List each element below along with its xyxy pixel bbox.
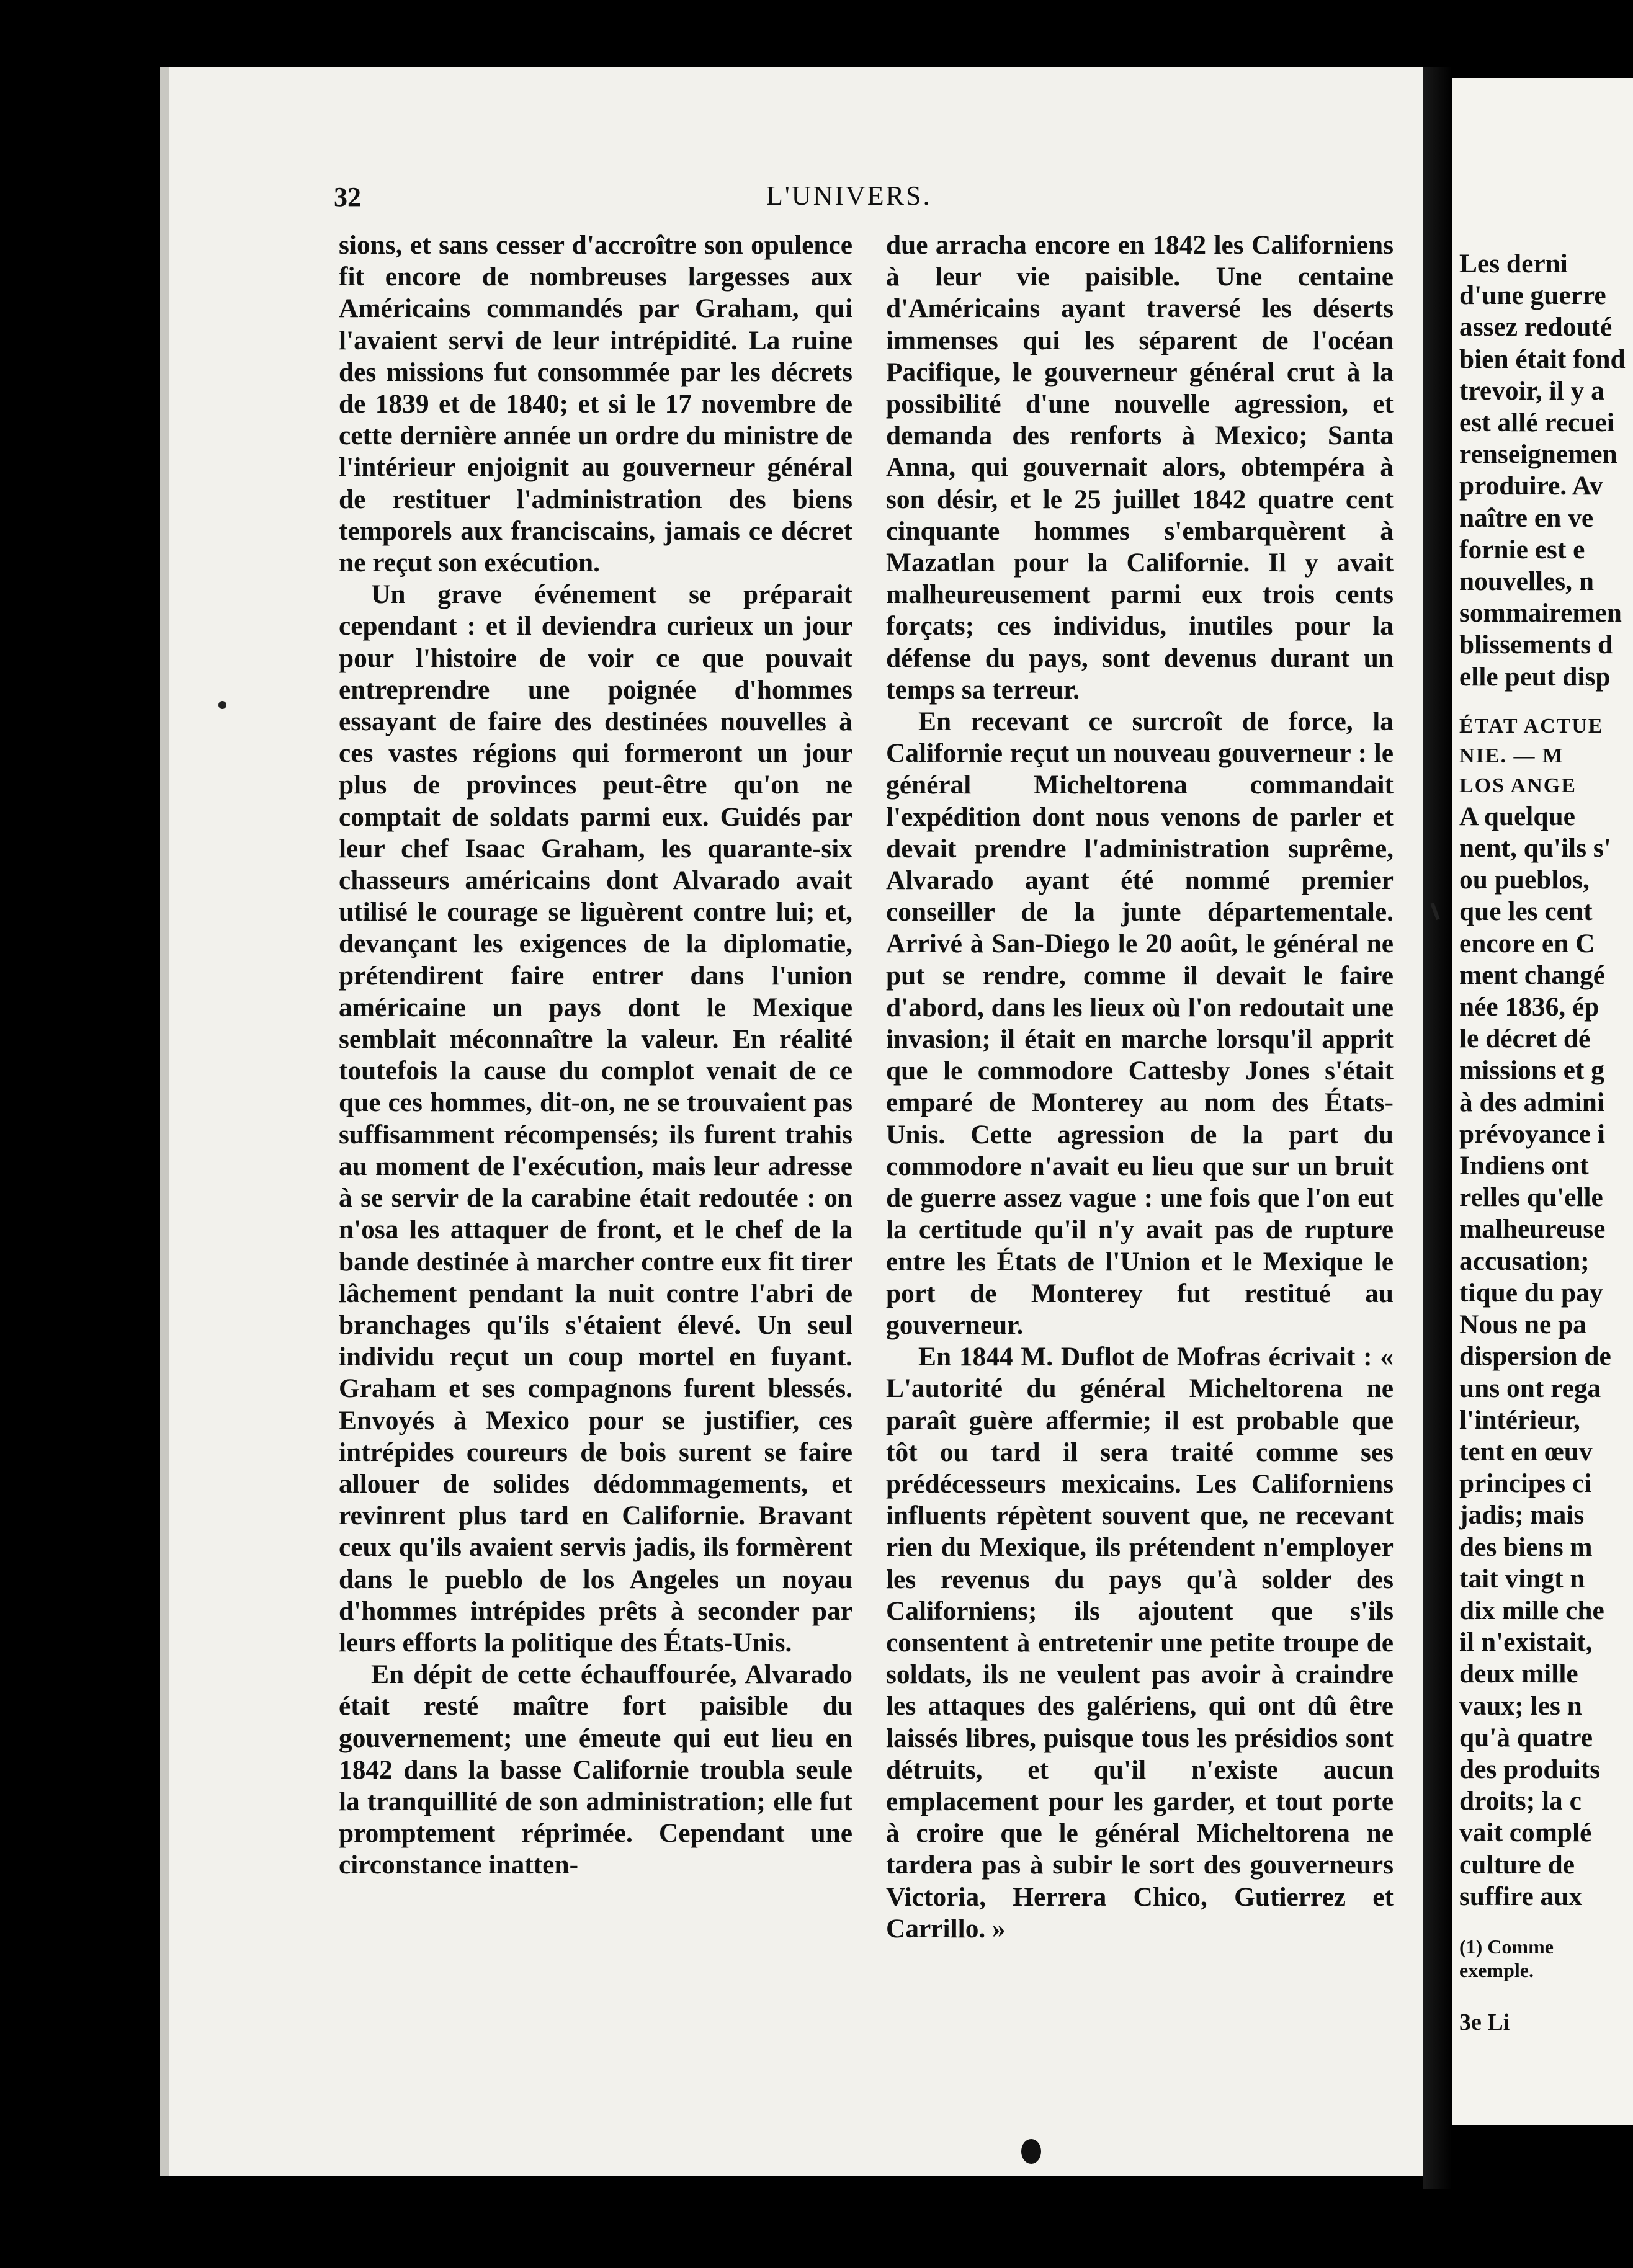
text-line: le décret dé	[1459, 1024, 1591, 1054]
middle-text-column	[886, 230, 1394, 1945]
text-line: assez redouté	[1459, 312, 1613, 342]
text-line: nent, qu'ils s'	[1459, 833, 1611, 864]
paragraph: En recevant ce surcroît de force, la Californie reçut un nouveau gouverneur : le général Micheltorena commandait l'expédition dont nous venons de parler et devait prendre l'administration suprême, Alvarado ayant été nommé premier conseiller de la junte départementale. Arrivé à San-Diego le 20 août, le général ne put se rendre, comme il devait le faire d'abord, dans les lieux où l'on redoutait une invasion; il était en marche lorsqu'il apprit que le commodore Cattesby Jones s'était emparé de Monterey au nom des États-Unis. Cette agression de la part du commodore n'avait eu lieu que sur un bruit de guerre assez vague : une fois que l'on eut la certitude qu'il n'y avait pas de rupture entre les États de l'Union et le Mexique le port de Monterey fut restitué au gouverneur.	[886, 707, 1394, 1340]
running-head: L'UNIVERS.	[766, 181, 932, 211]
text-line: A quelque	[1459, 801, 1575, 831]
text-line: droits; la c	[1459, 1786, 1582, 1816]
book-spine	[1423, 67, 1452, 2189]
paragraph: sions, et sans cesser d'accroître son opulence fit encore de nombreuses largesses aux Américains commandés par Graham, qui l'avaient servi de leur intrépidité. La ruine des missions fut consommée par les décrets de 1839 et de 1840; et si le 17 novembre de cette dernière année un ordre du ministre de l'intérieur enjoignit au gouverneur général de restituer l'administration des biens temporels aux franciscains, jamais ce décret ne reçut son exécution.	[339, 230, 852, 578]
text-line: jadis; mais	[1459, 1500, 1585, 1530]
text-line: vait complé	[1459, 1818, 1592, 1848]
margin-mark	[218, 701, 226, 709]
text-line: Nous ne pa	[1459, 1310, 1586, 1340]
text-line: fornie est e	[1459, 534, 1585, 565]
text-line: suffire aux	[1459, 1881, 1583, 1911]
text-line: d'une guerre	[1459, 280, 1606, 311]
text-line: ou pueblos,	[1459, 865, 1590, 895]
text-line: il n'existait,	[1459, 1627, 1593, 1658]
text-line: bien était fond	[1459, 344, 1626, 374]
paragraph: En dépit de cette échauffourée, Alvarado était resté maître fort paisible du gouvernement; une émeute qui eut lieu en 1842 dans la basse Californie troubla seule la tranquillité de son administration; elle fut promptement réprimée. Cependant une circonstance inatten-	[339, 1659, 852, 1880]
text-line: principes ci	[1459, 1468, 1592, 1499]
text-line: tait vingt n	[1459, 1563, 1585, 1594]
text-line: l'intérieur,	[1459, 1404, 1580, 1435]
text-line: dix mille che	[1459, 1595, 1604, 1625]
text-line: nouvelles, n	[1459, 566, 1594, 597]
text-line: vaux; les n	[1459, 1690, 1582, 1721]
footnote	[1459, 1935, 1633, 1982]
text-line: prévoyance i	[1459, 1118, 1605, 1149]
text-line: relles qu'elle	[1459, 1182, 1603, 1213]
ink-spot	[1021, 2139, 1041, 2164]
paragraph: Un grave événement se préparait cependant : et il deviendra curieux un jour pour l'histoire de voir ce que pouvait entreprendre une poignée d'hommes essayant de faire des destinées nouvelles à ces vastes régions qui formeront un jour plus de provinces peut-être qu'on ne comptait de soldats parmi eux. Guidés par leur chef Isaac Graham, les quarante-six chasseurs américains dont Alvarado avait utilisé le courage se liguèrent contre lui; et, devançant les exigences de la diplomatie, prétendirent faire entrer dans l'union américaine un pays dont le Mexique semblait méconnaître la valeur. En réalité toutefois la cause du complot venait de ce que ces hommes, dit-on, ne se trouvaient pas suffisamment récompensés; ils furent trahis au moment de l'exécution, mais leur adresse à se servir de la carabine était redoutée : on n'osa les attaquer de front, et le chef de la bande destinée à marcher contre eux fit tirer lâchement pendant la nuit contre l'abri de branchages qu'ils s'étaient élevé. Un seul individu reçut un coup mortel en fuyant. Graham et ses compagnons furent blessés. Envoyés à Mexico pour se justifier, ces intrépides coureurs de bois surent se faire allouer de solides dédommagements, et revinrent plus tard en Californie. Bravant ceux qu'ils avaient servis jadis, ils formèrent dans le pueblo de los Angeles un noyau d'hommes intrépides prêts à seconder par leurs efforts la politique des États-Unis.	[339, 579, 852, 1658]
text-line: uns ont rega	[1459, 1373, 1601, 1403]
text-line: qu'à quatre	[1459, 1722, 1593, 1752]
text-line: tique du pay	[1459, 1277, 1603, 1308]
text-line: des produits	[1459, 1754, 1601, 1784]
text-line: malheureuse	[1459, 1214, 1606, 1244]
page-number: 32	[334, 182, 361, 212]
text-line: est allé recuei	[1459, 408, 1614, 438]
text-line: que les cent	[1459, 896, 1593, 927]
right-page-bottom-lines	[1459, 801, 1633, 1913]
right-page-top-lines	[1459, 248, 1633, 693]
text-line: accusation;	[1459, 1246, 1590, 1276]
signature-mark: 3e Li	[1459, 2009, 1510, 2035]
text-line: des biens m	[1459, 1532, 1593, 1562]
left-text-column	[339, 230, 852, 1882]
right-page-text	[1459, 248, 1633, 2038]
text-line: exemple.	[1459, 1958, 1534, 1981]
text-line: dispersion de	[1459, 1341, 1611, 1372]
text-line: sommairemen	[1459, 598, 1622, 628]
text-line: (1) Comme	[1459, 1935, 1554, 1958]
text-line: culture de	[1459, 1849, 1575, 1880]
text-line: née 1836, ép	[1459, 992, 1599, 1022]
text-line: elle peut disp	[1459, 661, 1611, 692]
text-line: renseignemen	[1459, 439, 1617, 470]
text-line: Les derni	[1459, 249, 1568, 279]
text-line: ÉTAT ACTUE	[1459, 714, 1604, 738]
text-line: ment changé	[1459, 960, 1606, 990]
text-line: Indiens ont	[1459, 1151, 1589, 1181]
text-line: tent en œuv	[1459, 1436, 1593, 1467]
text-line: blissements d	[1459, 630, 1613, 660]
paragraph: En 1844 M. Duflot de Mofras écrivait : « L'autorité du général Micheltorena ne paraît guère affermie; il est probable que tôt ou tard il sera traité comme ses prédécesseurs mexicains. Les Californiens influents répètent souvent que, ne recevant rien du Mexique, ils prétendent n'employer les revenus du pays qu'à solder des Californiens; ils ajoutent que s'ils consentent à entretenir une petite troupe de soldats, ils ne veulent pas avoir à craindre les attaques des galériens, qui ont dû être laissés libres, puisque tous les présidios sont détruits, et qu'il n'existe aucun emplacement pour les garder, et tout porte à croire que le général Micheltorena ne tardera pas à subir le sort des gouverneurs Victoria, Herrera Chico, Gutierrez et Carrillo. »	[886, 1342, 1394, 1944]
text-line: deux mille	[1459, 1659, 1578, 1689]
text-line: missions et g	[1459, 1055, 1604, 1086]
text-line: LOS ANGE	[1459, 774, 1577, 797]
text-line: encore en C	[1459, 928, 1595, 958]
text-line: à des admini	[1459, 1087, 1604, 1117]
text-line: trevoir, il y a	[1459, 375, 1604, 406]
text-line: NIE. — M	[1459, 744, 1564, 767]
paragraph: due arracha encore en 1842 les Californiens à leur vie paisible. Une centaine d'Américains ayant traversé les déserts immenses qui les séparent de l'océan Pacifique, le gouverneur général crut à la possibilité d'une nouvelle agression, et demanda des renforts à Mexico; Santa Anna, qui gouvernait alors, obtempéra à son désir, et le 25 juillet 1842 quatre cent cinquante hommes s'embarquèrent à Mazatlan pour la Californie. Il y avait malheureusement parmi eux trois cents forçats; ces individus, inutiles pour la défense du pays, sont devenus durant un temps sa terreur.	[886, 230, 1394, 705]
text-line: naître en ve	[1459, 502, 1594, 533]
text-line: produire. Av	[1459, 471, 1603, 501]
section-heading	[1459, 712, 1633, 801]
